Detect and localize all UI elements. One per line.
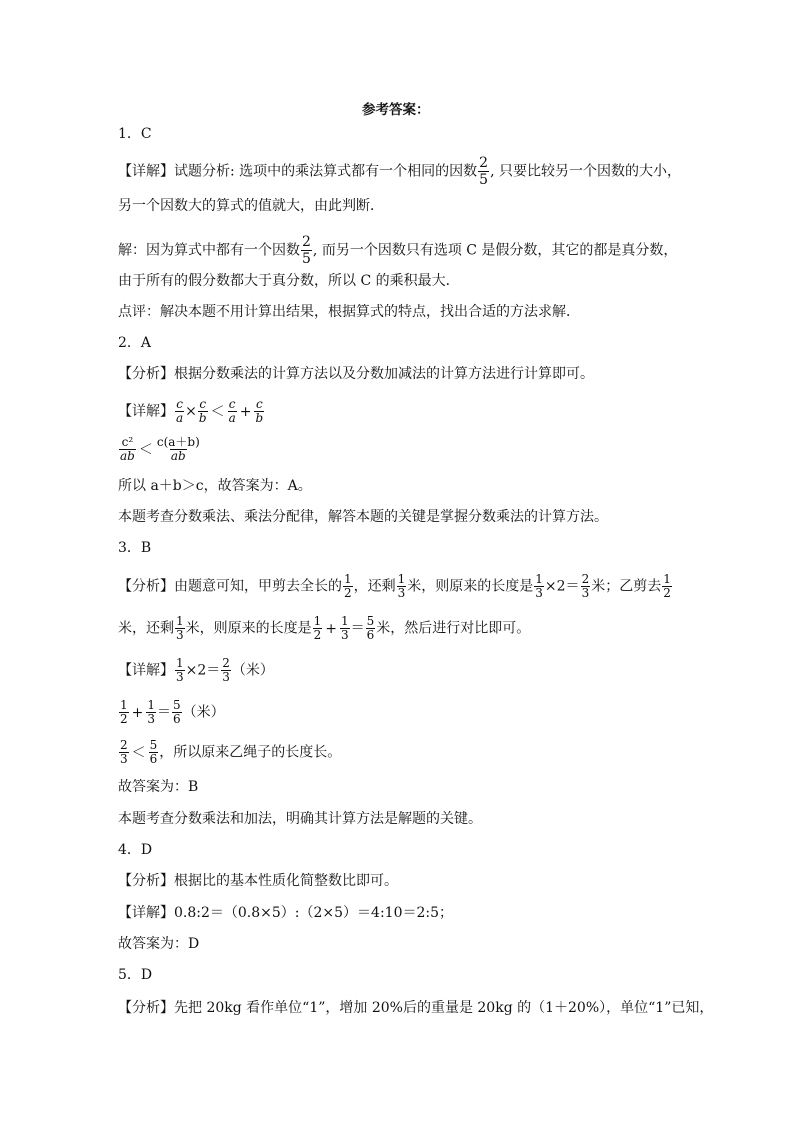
q3-frac-third-4: $\frac{1}{3}$: [341, 614, 349, 642]
q3-plus: +: [325, 620, 338, 637]
q3-answer: 故答案为：B: [118, 779, 199, 795]
q3-d2-plus: +: [131, 704, 144, 721]
page-title: 参考答案：: [362, 102, 430, 118]
q3-d3-tail: ，所以原来乙绳子的长度长。: [159, 744, 342, 761]
q4-answer: 故答案为：D: [118, 936, 200, 952]
q2-frac-c2-ab: $\frac{\text{c²}}{ab}$: [120, 435, 135, 463]
q2-frac-c-a-2: $\frac{c}{a}$: [228, 397, 236, 425]
q2-plus: +: [239, 403, 252, 420]
q3-d3-lt: ＜: [131, 744, 146, 761]
q4-number: 4．D: [118, 842, 153, 858]
q3-frac-half: $\frac{1}{2}$: [344, 572, 352, 600]
q2-analysis-text: 根据分数乘法的计算方法以及分数加减法的计算方法进行计算即可。: [174, 366, 594, 382]
q2-times: ×: [185, 403, 197, 420]
q3-unit: （米）: [231, 662, 274, 679]
q3-a-p1: 由题意可知，甲剪去全长的: [174, 578, 342, 595]
q3-detail-tag: 【详解】: [118, 662, 174, 679]
q3-d2-frac-five-sixths: $\frac{5}{6}$: [173, 698, 181, 726]
q4-analysis-tag: 【分析】: [118, 873, 174, 889]
q3-d2-frac-half: $\frac{1}{2}$: [120, 698, 128, 726]
q2-detail-line1: [118, 398, 265, 425]
q3-frac-two-thirds: $\frac{2}{3}$: [581, 572, 590, 600]
q3-detail-line3: [118, 739, 341, 766]
q1-sol-fraction: $\frac{2}{5}$: [302, 234, 311, 267]
q4-analysis-text: 根据比的基本性质化简整数比即可。: [174, 873, 398, 889]
q1-solution-line2: 由于所有的假分数都大于真分数，所以 C 的乘积最大．: [118, 273, 460, 289]
q3-eq: ＝: [350, 620, 365, 637]
q3-d2-unit: （米）: [182, 704, 225, 721]
q1-sol-pre: 解：因为算式中都有一个因数: [118, 242, 300, 259]
q3-summary: 本题考查分数乘法和加法，明确其计算方法是解题的关键。: [118, 811, 482, 827]
q3-b-p3: 米，然后进行对比即可。: [376, 620, 531, 637]
q5-number: 5．D: [118, 967, 153, 983]
q2-frac-c-b: $\frac{c}{b}$: [198, 397, 207, 425]
q3-detail-line1: [118, 657, 274, 684]
q4-detail-tag: 【详解】: [118, 905, 174, 921]
q1-detail-pre: 试题分析: 选项中的乘法算式都有一个相同的因数: [174, 163, 478, 180]
q3-analysis-line1: [118, 573, 673, 600]
q3-a-p3: 米，则原来的长度是: [407, 578, 534, 595]
q3-number: 3．B: [118, 540, 152, 556]
q2-lt: ＜: [210, 403, 225, 420]
q1-solution-line1: [118, 234, 677, 267]
q4-detail: [118, 903, 453, 923]
q3-frac-half-2: $\frac{1}{2}$: [663, 572, 671, 600]
q3-detail-line2: [118, 699, 225, 726]
q2-detail-tag: 【详解】: [118, 403, 174, 420]
q3-d-frac-third: $\frac{1}{3}$: [176, 656, 184, 684]
q2-conclusion: 所以 a＋b＞c，故答案为：A。: [118, 478, 312, 494]
q3-d-frac-two-thirds: $\frac{2}{3}$: [222, 656, 230, 684]
q3-frac-five-sixths: $\frac{5}{6}$: [366, 614, 375, 642]
q3-b-p2: 米，则原来的长度是: [185, 620, 312, 637]
q1-detail-line1: [118, 155, 681, 188]
q3-a-p4: ×2＝: [544, 578, 580, 595]
q5-analysis: [118, 998, 713, 1018]
q3-d1-mid: ×2＝: [185, 662, 221, 679]
q4-detail-text: 0.8:2＝（0.8×5）:（2×5）＝4:10＝2:5；: [174, 905, 454, 921]
q4-analysis: [118, 871, 398, 891]
q3-b-p1: 米，还剩: [118, 620, 174, 637]
q2-number: 2．A: [118, 335, 152, 351]
q1-comment: 点评：解决本题不用计算出结果，根据算式的特点，找出合适的方法求解．: [118, 304, 580, 320]
q2-analysis: [118, 364, 594, 384]
q3-d3-frac-two-thirds: $\frac{2}{3}$: [120, 738, 128, 766]
q3-d2-frac-third: $\frac{1}{3}$: [147, 698, 156, 726]
q2-frac-cab-ab: $\frac{c(a+b)}{ab}$: [156, 435, 200, 463]
q1-fraction: $\frac{2}{5}$: [479, 155, 489, 188]
q3-d2-eq: ＝: [157, 704, 172, 721]
q2-detail-line2: [118, 436, 202, 463]
q3-d3-frac-five-sixths: $\frac{5}{6}$: [149, 738, 158, 766]
q2-frac-c-b-2: $\frac{c}{b}$: [255, 397, 264, 425]
q3-analysis-line2: [118, 615, 530, 642]
q1-detail-line2: 另一个因数大的算式的值就大，由此判断．: [118, 198, 384, 214]
q3-a-p5: 米；乙剪去: [591, 578, 662, 595]
q3-a-p2: ，还剩: [353, 578, 396, 595]
q1-sol-post: , 而另一个因数只有选项 C 是假分数，其它的都是真分数，: [312, 242, 678, 259]
q5-analysis-text: 先把 20kg 看作单位“1”，增加 20%后的重量是 20kg 的（1＋20%），单位“1”已知，: [174, 1000, 714, 1016]
q2-lt-2: ＜: [138, 441, 153, 458]
q5-analysis-tag: 【分析】: [118, 1000, 174, 1016]
q3-frac-third-3: $\frac{1}{3}$: [176, 614, 184, 642]
q3-analysis-tag: 【分析】: [118, 578, 174, 595]
q3-frac-half-3: $\frac{1}{2}$: [313, 614, 322, 642]
q2-frac-c-a: $\frac{c}{a}$: [176, 397, 184, 425]
q3-frac-third: $\frac{1}{3}$: [397, 572, 406, 600]
q1-number: 1．C: [118, 126, 152, 142]
q2-summary: 本题考查分数乘法、乘法分配律，解答本题的关键是掌握分数乘法的计算方法。: [118, 509, 608, 525]
q1-detail-post: , 只要比较另一个因数的大小，: [490, 163, 681, 180]
q2-analysis-tag: 【分析】: [118, 366, 174, 382]
q1-detail-tag: 【详解】: [118, 163, 174, 180]
q3-frac-third-2: $\frac{1}{3}$: [535, 572, 543, 600]
